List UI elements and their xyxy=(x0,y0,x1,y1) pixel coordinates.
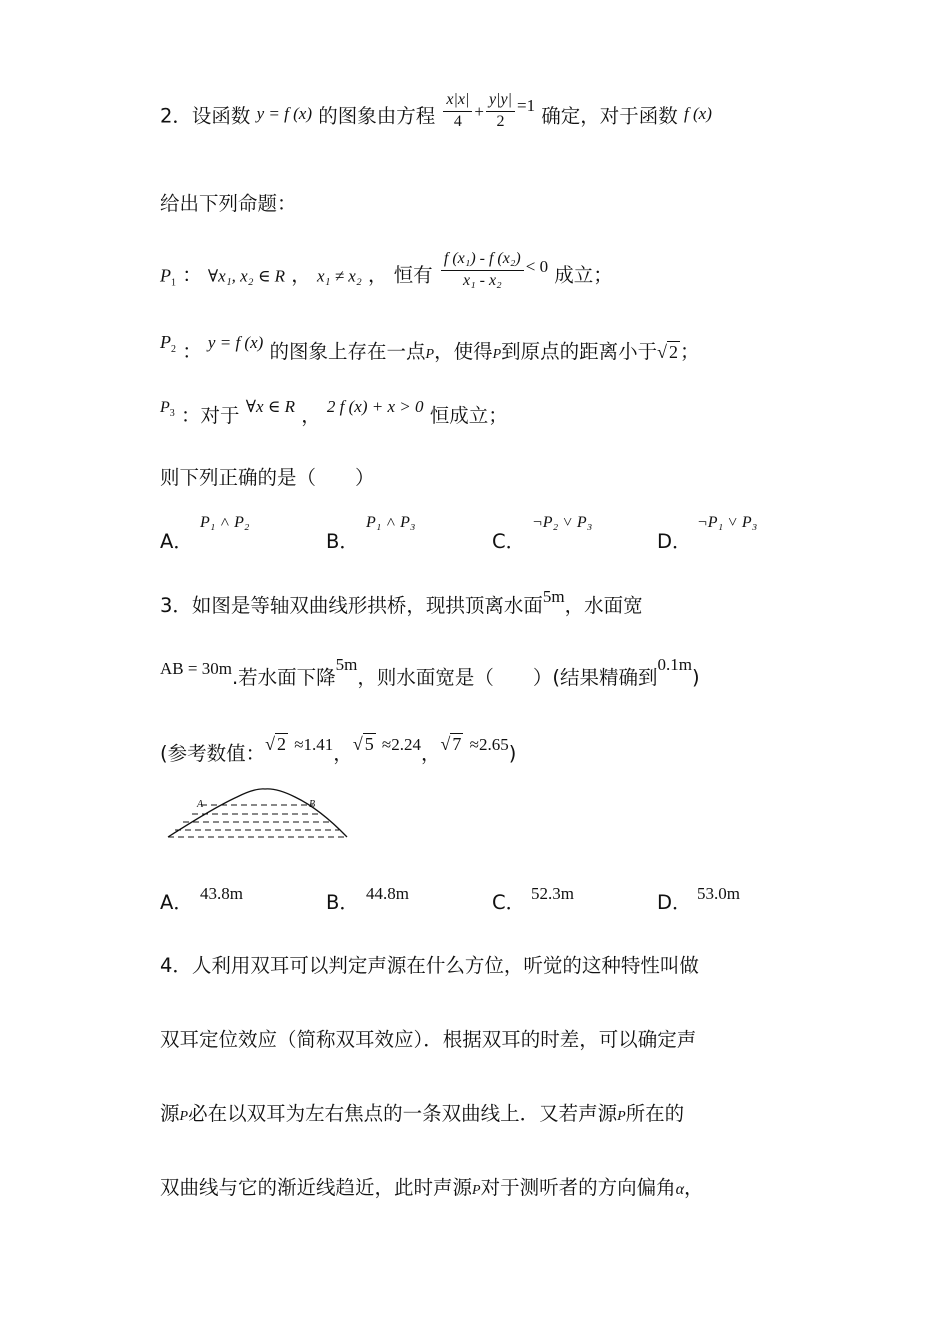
p1-quant: ∀x₁, x₂ ∈ R xyxy=(207,266,286,286)
p2-rad: 2 xyxy=(669,342,679,362)
p3-sub: 3 xyxy=(169,408,175,419)
p1-cond: x₁ ≠ x₂ xyxy=(316,266,362,286)
q4-point3: P xyxy=(472,1183,481,1198)
q2-line1 xyxy=(160,91,712,138)
q3-line2-b: ，则水面宽是（ ）(结果精确到 xyxy=(357,666,658,689)
p1-label: P xyxy=(160,265,171,286)
p1-frac xyxy=(441,249,524,291)
q2-plus: + xyxy=(474,101,484,121)
q3-line1-b: ，水面宽 xyxy=(564,594,643,617)
p2-sqrt: √ 2 xyxy=(657,342,679,362)
p1-comma2: ， xyxy=(367,263,388,287)
p3-comma: ， xyxy=(301,404,321,427)
p1-comma: ， xyxy=(291,263,311,287)
p2-func: y = f (x) xyxy=(207,333,264,352)
ref2-rad: 5 xyxy=(364,734,374,754)
q2-line2: 给出下列命题： xyxy=(160,192,297,215)
q3-option-b-letter: B． xyxy=(326,891,359,914)
ref-sep2: ， xyxy=(421,742,441,765)
q2-eq-frac1 xyxy=(443,90,472,132)
q2-option-a-letter: A． xyxy=(160,530,193,553)
q3-line2 xyxy=(160,655,700,690)
q4-line3-c: 所在的 xyxy=(625,1102,685,1125)
q3-line3-end: ) xyxy=(508,742,517,765)
q4-line4-end: ， xyxy=(684,1176,704,1199)
q3-line3 xyxy=(160,734,517,766)
q2-func: y = f (x) xyxy=(256,103,312,123)
q2-option-d-expr: ¬P₁ ˅ P₃ xyxy=(697,514,758,531)
arch-bridge-figure xyxy=(165,785,350,841)
ref1-value: ≈1.41 xyxy=(294,735,334,754)
q4-line4 xyxy=(160,1172,704,1200)
q4-point2: P xyxy=(617,1109,626,1124)
q3-option-b-value: 44.8m xyxy=(366,884,409,903)
q3-option-c-letter: C． xyxy=(492,891,526,914)
q3-option-d-value: 53.0m xyxy=(697,884,740,903)
q4-line4-b: 对于测听者的方向偏角 xyxy=(480,1176,676,1199)
q2-func2: f (x) xyxy=(684,103,712,123)
q3-option-c-value: 52.3m xyxy=(531,884,574,903)
q2-eq-den1: 4 xyxy=(453,113,462,130)
q3-line1-a: 3．如图是等轴双曲线形拱桥，现拱顶离水面 xyxy=(160,594,543,617)
q2-stem-suffix: 确定，对于函数 xyxy=(541,104,678,128)
q3-height-value: 5m xyxy=(542,587,565,606)
q2-option-d-letter: D． xyxy=(657,530,692,553)
q2-eq-rhs: =1 xyxy=(517,95,536,115)
ref1-sqrt: √ 2 xyxy=(265,734,286,754)
p3-text1: ：对于 xyxy=(180,404,240,427)
q2-stem-prefix: 2．设函数 xyxy=(160,104,251,128)
q4-line3-a: 源 xyxy=(160,1102,180,1125)
q2-option-b-expr: P₁ ˄ P₃ xyxy=(366,514,416,531)
p2-text1: 的图象上存在一点 xyxy=(269,340,426,363)
q4-line3-b: 必在以双耳为左右焦点的一条双曲线上．又若声源 xyxy=(188,1102,618,1125)
p1-frac-num: f (x₁) - f (x₂) xyxy=(441,249,524,271)
p1-ineq: < 0 xyxy=(525,256,549,276)
q4-line3 xyxy=(160,1098,684,1126)
q2-stem-mid: 的图象由方程 xyxy=(318,104,436,128)
q2-option-c-expr: ¬P₂ ˅ P₃ xyxy=(532,514,593,531)
fig-label-a: A xyxy=(197,799,204,810)
q2-eq-frac2 xyxy=(486,90,515,132)
p2-sub: 2 xyxy=(171,344,176,355)
p2-text2: ，使得 xyxy=(434,340,493,363)
q4-alpha: α xyxy=(675,1181,684,1198)
p3-end: 恒成立； xyxy=(429,404,508,427)
p3-label: P xyxy=(160,399,170,416)
p2-end: ； xyxy=(680,340,700,363)
p2-point2: P xyxy=(492,347,502,362)
q3-line2-end: ) xyxy=(691,666,700,689)
ref-sep1: ， xyxy=(333,742,353,765)
p3-ineq: 2 f (x) + x > 0 xyxy=(326,397,424,416)
q2-p2 xyxy=(160,332,700,365)
q2-eq-den2: 2 xyxy=(496,113,505,130)
p1-text: 恒有 xyxy=(393,263,433,287)
p1-end: 成立； xyxy=(554,263,613,287)
q4-line4-a: 双曲线与它的渐近线趋近，此时声源 xyxy=(160,1176,473,1199)
ref2-sqrt: √ 5 xyxy=(352,734,374,754)
q4-line1: 4．人利用双耳可以判定声源在什么方位，听觉的这种特性叫做 xyxy=(160,954,699,977)
q3-line1 xyxy=(160,587,643,618)
q3-option-d-letter: D． xyxy=(657,891,692,914)
ref1-rad: 2 xyxy=(277,734,286,754)
q3-line2-a: .若水面下降 xyxy=(231,666,336,689)
ref3-sqrt: √ 7 xyxy=(440,734,462,754)
q2-option-a-expr: P₁ ˄ P₂ xyxy=(200,514,250,531)
ref2-value: ≈2.24 xyxy=(381,735,421,754)
p1-frac-den: x₁ - x₂ xyxy=(462,272,502,289)
p1-colon: ： xyxy=(182,263,202,287)
p2-text3: 到原点的距离小于 xyxy=(501,340,658,363)
q2-p3 xyxy=(160,397,508,429)
q3-drop-value: 5m xyxy=(335,655,358,674)
q2-eq-num1: x|x| xyxy=(443,90,472,112)
q3-option-a-letter: A． xyxy=(160,891,193,914)
p2-point: P xyxy=(425,347,435,362)
q2-ask: 则下列正确的是（ ） xyxy=(160,466,375,489)
fig-label-b: B xyxy=(309,799,316,810)
q4-point: P xyxy=(179,1109,189,1124)
ref3-value: ≈2.65 xyxy=(469,735,509,754)
q3-line3-a: (参考数值： xyxy=(160,742,266,765)
q4-line2: 双耳定位效应（简称双耳效应）．根据双耳的时差，可以确定声 xyxy=(160,1028,697,1051)
p1-sub: 1 xyxy=(171,277,176,289)
q2-eq-num2: y|y| xyxy=(486,90,515,112)
ref3-rad: 7 xyxy=(452,734,462,754)
p3-quant: ∀x ∈ R xyxy=(245,397,295,416)
q2-option-b-letter: B． xyxy=(326,530,359,553)
q2-p1 xyxy=(160,250,613,297)
p2-label: P xyxy=(160,332,171,352)
q2-option-c-letter: C． xyxy=(492,530,526,553)
q3-option-a-value: 43.8m xyxy=(200,884,243,903)
q3-precision: 0.1m xyxy=(657,655,692,674)
p2-colon: ： xyxy=(182,340,202,363)
q3-ab: AB = 30m xyxy=(160,659,232,678)
